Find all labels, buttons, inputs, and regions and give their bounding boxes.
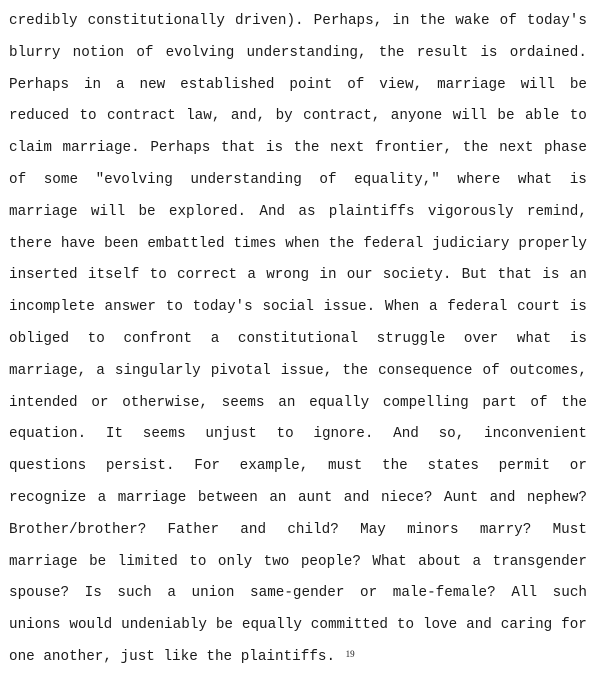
word: today's (527, 6, 587, 38)
text-line (9, 451, 587, 483)
word: frontier, (374, 140, 453, 157)
word: what (517, 171, 553, 188)
word: seems (221, 394, 265, 411)
text-line (9, 260, 587, 292)
word: like (163, 642, 197, 674)
text-line (9, 38, 587, 70)
word: singularly (114, 362, 201, 379)
word: will (90, 203, 126, 220)
text-line (9, 515, 587, 547)
word: must (328, 451, 362, 483)
text-line (9, 547, 587, 579)
word: consequence (378, 362, 473, 379)
word: and (490, 483, 516, 515)
word: about (418, 547, 461, 579)
word: some (43, 171, 79, 188)
word: an (278, 394, 296, 411)
word: recognize (9, 483, 86, 515)
text-line (9, 356, 587, 388)
word: view, (379, 70, 422, 102)
word: just (121, 642, 155, 674)
word: times (233, 235, 277, 252)
word: a (167, 578, 176, 610)
word: marriage, (9, 362, 87, 379)
word: the (206, 642, 232, 674)
word: remind, (526, 203, 587, 220)
word: Father (168, 515, 219, 547)
word: such (117, 578, 151, 610)
text-line (9, 165, 587, 197)
word: of (482, 362, 500, 379)
word: federal (447, 299, 508, 316)
word: niece? (381, 483, 432, 515)
word: of (530, 394, 548, 411)
word: ignore. (313, 426, 374, 443)
word: over (463, 330, 499, 347)
word: between (198, 483, 258, 515)
word: be (138, 203, 156, 220)
word: marriage (9, 203, 78, 220)
word: of (500, 6, 517, 38)
word: is (569, 330, 587, 347)
word: society. (382, 267, 452, 284)
word: Perhaps (9, 70, 69, 102)
word: issue, (280, 362, 333, 379)
word: All (511, 578, 537, 610)
word: inserted (9, 267, 78, 284)
word: one (9, 642, 35, 674)
text-line (9, 229, 587, 261)
word: the (342, 362, 369, 379)
word: a (96, 362, 105, 379)
word: two (264, 547, 290, 579)
word: correct (177, 267, 238, 284)
word: marriage. (63, 133, 140, 165)
word: obliged (9, 330, 70, 347)
word: be (216, 610, 233, 642)
word: be (497, 101, 514, 133)
word: part (482, 394, 517, 411)
word: or (360, 578, 377, 610)
word: persist. (105, 458, 175, 475)
word: Must (553, 515, 587, 547)
word: spouse? (9, 578, 69, 610)
word: judiciary (432, 235, 510, 252)
word: in (84, 70, 101, 102)
word: or (570, 451, 587, 483)
word: a (473, 547, 482, 579)
word: point (289, 70, 332, 102)
word: to (276, 426, 294, 443)
document-page (9, 6, 587, 674)
word: caring (501, 610, 552, 642)
word: Perhaps (150, 140, 211, 157)
word: where (457, 171, 501, 188)
word: next (330, 140, 365, 157)
word: love (423, 610, 457, 642)
word: and (466, 610, 492, 642)
word: by (276, 101, 293, 133)
word: the (293, 140, 320, 157)
word: our (346, 267, 373, 284)
word: unjust (205, 426, 257, 443)
text-line (9, 388, 587, 420)
word: the (561, 394, 587, 411)
word: male-female? (393, 578, 496, 610)
word: blurry (9, 38, 60, 70)
text-line (9, 324, 587, 356)
word: unions (9, 610, 60, 642)
word: phase (544, 140, 587, 157)
word: so, (438, 426, 465, 443)
word: a (98, 483, 107, 515)
word: answer (104, 299, 157, 316)
word: vigorously (427, 203, 514, 220)
word: next (499, 140, 534, 157)
word: claim (9, 133, 52, 165)
word: struggle (376, 330, 446, 347)
word: limited (118, 547, 178, 579)
word: in (319, 267, 337, 284)
word: federal (363, 235, 424, 252)
word: people? (301, 547, 361, 579)
word: "evolving (95, 171, 173, 188)
word: would (69, 610, 112, 642)
word: that (497, 267, 532, 284)
word: what (516, 330, 552, 347)
text-line (9, 610, 587, 642)
word: And (393, 426, 419, 443)
word: contract (107, 101, 176, 133)
word: understanding, (246, 38, 366, 70)
word: states (427, 451, 478, 483)
word: a (116, 70, 125, 102)
word: embattled (147, 235, 225, 252)
word: a (247, 267, 256, 284)
word: marriage (9, 547, 78, 579)
word: or (91, 394, 109, 411)
word: is (569, 171, 587, 188)
word: will (521, 70, 555, 102)
word: the (382, 451, 408, 483)
word: understanding (190, 171, 302, 188)
word: been (104, 235, 139, 252)
word: intended (9, 394, 78, 411)
word: of (347, 70, 364, 102)
word: undeniably (121, 610, 207, 642)
word: is (480, 38, 497, 70)
text-line (9, 6, 587, 38)
word: in (392, 6, 409, 38)
word: marriage (437, 70, 506, 102)
text-line: one another, just like the plaintiffs. $^{19}$ (9, 642, 587, 674)
word: It (105, 426, 124, 443)
word: able (525, 101, 559, 133)
word: committed (311, 610, 388, 642)
word: What (372, 547, 406, 579)
word: nephew? (527, 483, 587, 515)
word: driven). (234, 13, 304, 29)
word: an (569, 267, 587, 284)
word: court (517, 299, 560, 316)
word: outcomes, (509, 362, 587, 379)
word: evolving (166, 38, 235, 70)
word: be (570, 70, 587, 102)
word: to (397, 610, 414, 642)
word: to (79, 101, 96, 133)
word: a (428, 299, 438, 316)
word: and (344, 483, 370, 515)
word: ordained. (510, 38, 587, 70)
word: equality," (354, 171, 440, 188)
word: But (461, 267, 488, 284)
word: pivotal (210, 362, 271, 379)
word: explored. (168, 203, 247, 220)
word: Aunt (444, 483, 478, 515)
text-line (9, 70, 587, 102)
word: is (265, 140, 284, 157)
word: have (60, 235, 96, 252)
word: be (89, 547, 106, 579)
word: will (453, 101, 487, 133)
word: anyone (391, 101, 442, 133)
word: of (136, 38, 153, 70)
word: constitutionally (87, 13, 225, 29)
word: is (569, 299, 587, 316)
word: as (298, 203, 316, 220)
word: the (462, 140, 489, 157)
word: to (149, 267, 167, 284)
word: contract, (303, 101, 380, 133)
word: that (220, 140, 256, 157)
word: law, (186, 101, 220, 133)
word: to (165, 299, 183, 316)
word: another, (43, 642, 112, 674)
word: Brother/brother? (9, 515, 146, 547)
word: otherwise, (122, 394, 208, 411)
word: of (319, 171, 337, 188)
word: today's (192, 299, 253, 316)
word: to (189, 547, 206, 579)
word: when (285, 235, 320, 252)
word: there (9, 235, 52, 252)
word: itself (87, 267, 140, 284)
word: equation. (9, 426, 87, 443)
word: child? (287, 515, 338, 547)
word: to (570, 101, 587, 133)
word: inconvenient (484, 426, 587, 443)
word: to (87, 330, 105, 347)
word: credibly (9, 13, 78, 29)
word: for (561, 610, 587, 642)
word: an (269, 483, 286, 515)
word: aunt (298, 483, 332, 515)
word: constitutional (237, 330, 359, 347)
word: marriage (118, 483, 187, 515)
word: reduced (9, 101, 69, 133)
word: same-gender (250, 578, 344, 610)
word: minors (407, 515, 458, 547)
word: seems (142, 426, 186, 443)
text-line (9, 483, 587, 515)
word: notion (73, 38, 124, 70)
word: transgender (493, 547, 587, 579)
word: of (9, 171, 27, 188)
word: plaintiffs (328, 203, 415, 220)
word: result (417, 38, 468, 70)
word: the (328, 235, 355, 252)
word: marry? (480, 515, 531, 547)
word: the (420, 6, 446, 38)
word: plaintiffs. (241, 642, 335, 674)
word: permit (499, 451, 550, 483)
word: Perhaps, (314, 6, 383, 38)
text-line (9, 292, 587, 324)
word: such (553, 578, 587, 610)
word: social (262, 299, 314, 316)
word: established (180, 70, 274, 102)
word: questions (9, 458, 87, 475)
word: is (542, 267, 560, 284)
word: and, (231, 101, 265, 133)
word: example, (240, 451, 309, 483)
text-line (9, 578, 587, 610)
text-line (9, 101, 587, 133)
word: equally (309, 394, 370, 411)
word: equally (242, 610, 302, 642)
word: the (379, 38, 405, 70)
text-line (9, 197, 587, 229)
word: confront (123, 330, 193, 347)
word: incomplete (9, 299, 95, 316)
text-line (9, 133, 587, 165)
word: When (384, 299, 420, 316)
word: a (210, 330, 220, 347)
word: only (218, 547, 252, 579)
word: union (192, 578, 235, 610)
word: compelling (382, 394, 469, 411)
word: wake (455, 6, 489, 38)
word: May (360, 515, 386, 547)
word: and (240, 515, 266, 547)
word: issue. (323, 299, 376, 316)
word: new (140, 70, 166, 102)
word: And (259, 203, 286, 220)
word: wrong (266, 267, 310, 284)
word: properly (518, 235, 587, 252)
word: For (194, 451, 220, 483)
text-line (9, 419, 587, 451)
word: Is (85, 578, 102, 610)
